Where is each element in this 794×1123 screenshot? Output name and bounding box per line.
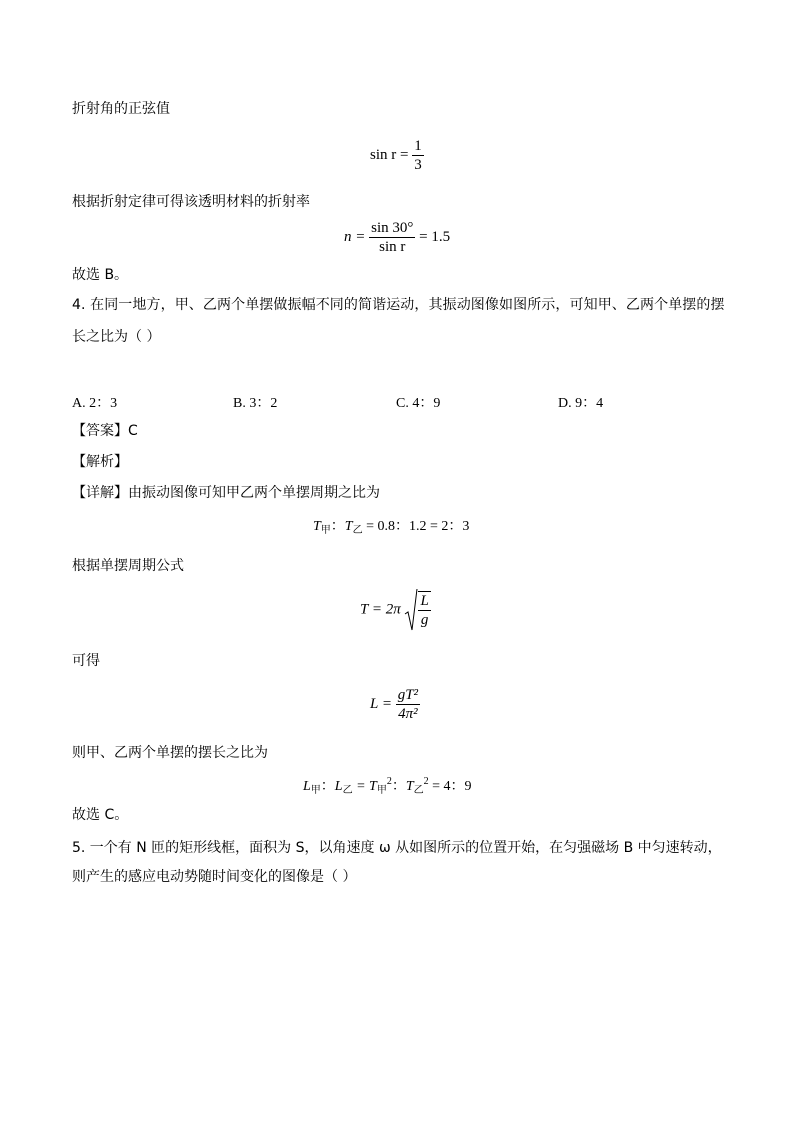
option-b: B. 3：2 xyxy=(233,396,278,411)
option-d: D. 9：4 xyxy=(558,396,604,411)
subscript-yi: 乙 xyxy=(352,525,363,536)
symbol-T: T xyxy=(344,519,353,534)
formula-n-lhs: n = xyxy=(344,228,366,245)
fraction-numerator: gT² xyxy=(397,687,419,703)
symbol-L: L xyxy=(334,779,343,794)
ratio-equals-T: = T xyxy=(356,779,377,794)
detail-line xyxy=(72,484,380,502)
subscript-jia: 甲 xyxy=(310,785,321,796)
fraction-denominator: 4π² xyxy=(398,706,418,722)
formula-length-ratio xyxy=(303,775,472,796)
sqrt-expression xyxy=(404,588,430,632)
question-4-line-1: 4. 在同一地方，甲、乙两个单摆做振幅不同的简谐运动，其振动图像如图所示，可知甲、乙两个单摆的摆 xyxy=(72,297,725,313)
ratio-colon: ： xyxy=(391,779,406,794)
formula-period-ratio xyxy=(313,515,469,536)
text-line-choose-b: 故选 B。 xyxy=(72,267,129,283)
formula-L-lhs: L = xyxy=(370,695,392,712)
formula-sin-r xyxy=(370,137,424,174)
fraction-denominator: 3 xyxy=(414,157,422,173)
formula-T-lhs: T = 2π xyxy=(360,601,401,618)
subscript-yi: 乙 xyxy=(342,785,353,796)
detail-text: 由振动图像可知甲乙两个单摆周期之比为 xyxy=(128,485,380,501)
fraction-denominator: g xyxy=(420,612,429,628)
text-line-refraction-law: 根据折射定律可得该透明材料的折射率 xyxy=(72,194,310,210)
text-line-kede: 可得 xyxy=(72,653,100,669)
sqrt-sign-icon xyxy=(404,588,418,632)
question-5-line-2: 则产生的感应电动势随时间变化的图像是（ ） xyxy=(72,869,357,885)
superscript-two: 2 xyxy=(423,776,429,787)
length-ratio-value: = 4：9 xyxy=(432,779,472,794)
question-5-line-1: 5. 一个有 N 匝的矩形线框，面积为 S，以角速度 ω 从如图所示的位置开始，在匀强磁场 B 中匀速转动， xyxy=(72,840,722,856)
formula-length xyxy=(370,686,420,723)
subscript-yi: 乙 xyxy=(413,785,424,796)
ratio-colon: ： xyxy=(330,519,345,534)
answer-value: C xyxy=(128,423,138,439)
text-line-sine-angle: 折射角的正弦值 xyxy=(72,101,170,117)
formula-sin-r-lhs: sin r = xyxy=(370,146,409,163)
fraction-gT2-over-4pi2 xyxy=(396,686,420,723)
fraction-L-over-g xyxy=(418,591,430,629)
fraction-sin30-over-sinr xyxy=(369,219,415,256)
fraction-one-third xyxy=(412,137,424,174)
subscript-jia: 甲 xyxy=(320,525,331,536)
formula-refractive-index xyxy=(344,219,450,256)
symbol-T: T xyxy=(405,779,414,794)
text-line-length-ratio: 则甲、乙两个单摆的摆长之比为 xyxy=(72,745,268,761)
option-c: C. 4：9 xyxy=(396,396,441,411)
period-ratio-value: = 0.8：1.2 = 2：3 xyxy=(366,519,470,534)
fraction-numerator: sin 30° xyxy=(371,220,414,236)
question-4-line-2: 长之比为（ ） xyxy=(72,329,161,345)
text-line-choose-c: 故选 C。 xyxy=(72,807,129,823)
analysis-tag: 【解析】 xyxy=(72,454,128,470)
formula-n-rhs: = 1.5 xyxy=(419,228,451,245)
symbol-L: L xyxy=(303,779,311,794)
fraction-denominator: sin r xyxy=(379,239,406,255)
text-line-period-formula: 根据单摆周期公式 xyxy=(72,558,184,574)
fraction-numerator: L xyxy=(420,593,429,609)
answer-line xyxy=(72,422,138,440)
answer-tag: 【答案】 xyxy=(72,423,128,439)
ratio-colon: ： xyxy=(320,779,335,794)
superscript-two: 2 xyxy=(386,776,392,787)
formula-pendulum-period xyxy=(360,588,431,632)
detail-tag: 【详解】 xyxy=(72,485,128,501)
subscript-jia: 甲 xyxy=(376,785,387,796)
fraction-numerator: 1 xyxy=(414,138,422,154)
symbol-T: T xyxy=(313,519,321,534)
option-a: A. 2：3 xyxy=(72,396,118,411)
